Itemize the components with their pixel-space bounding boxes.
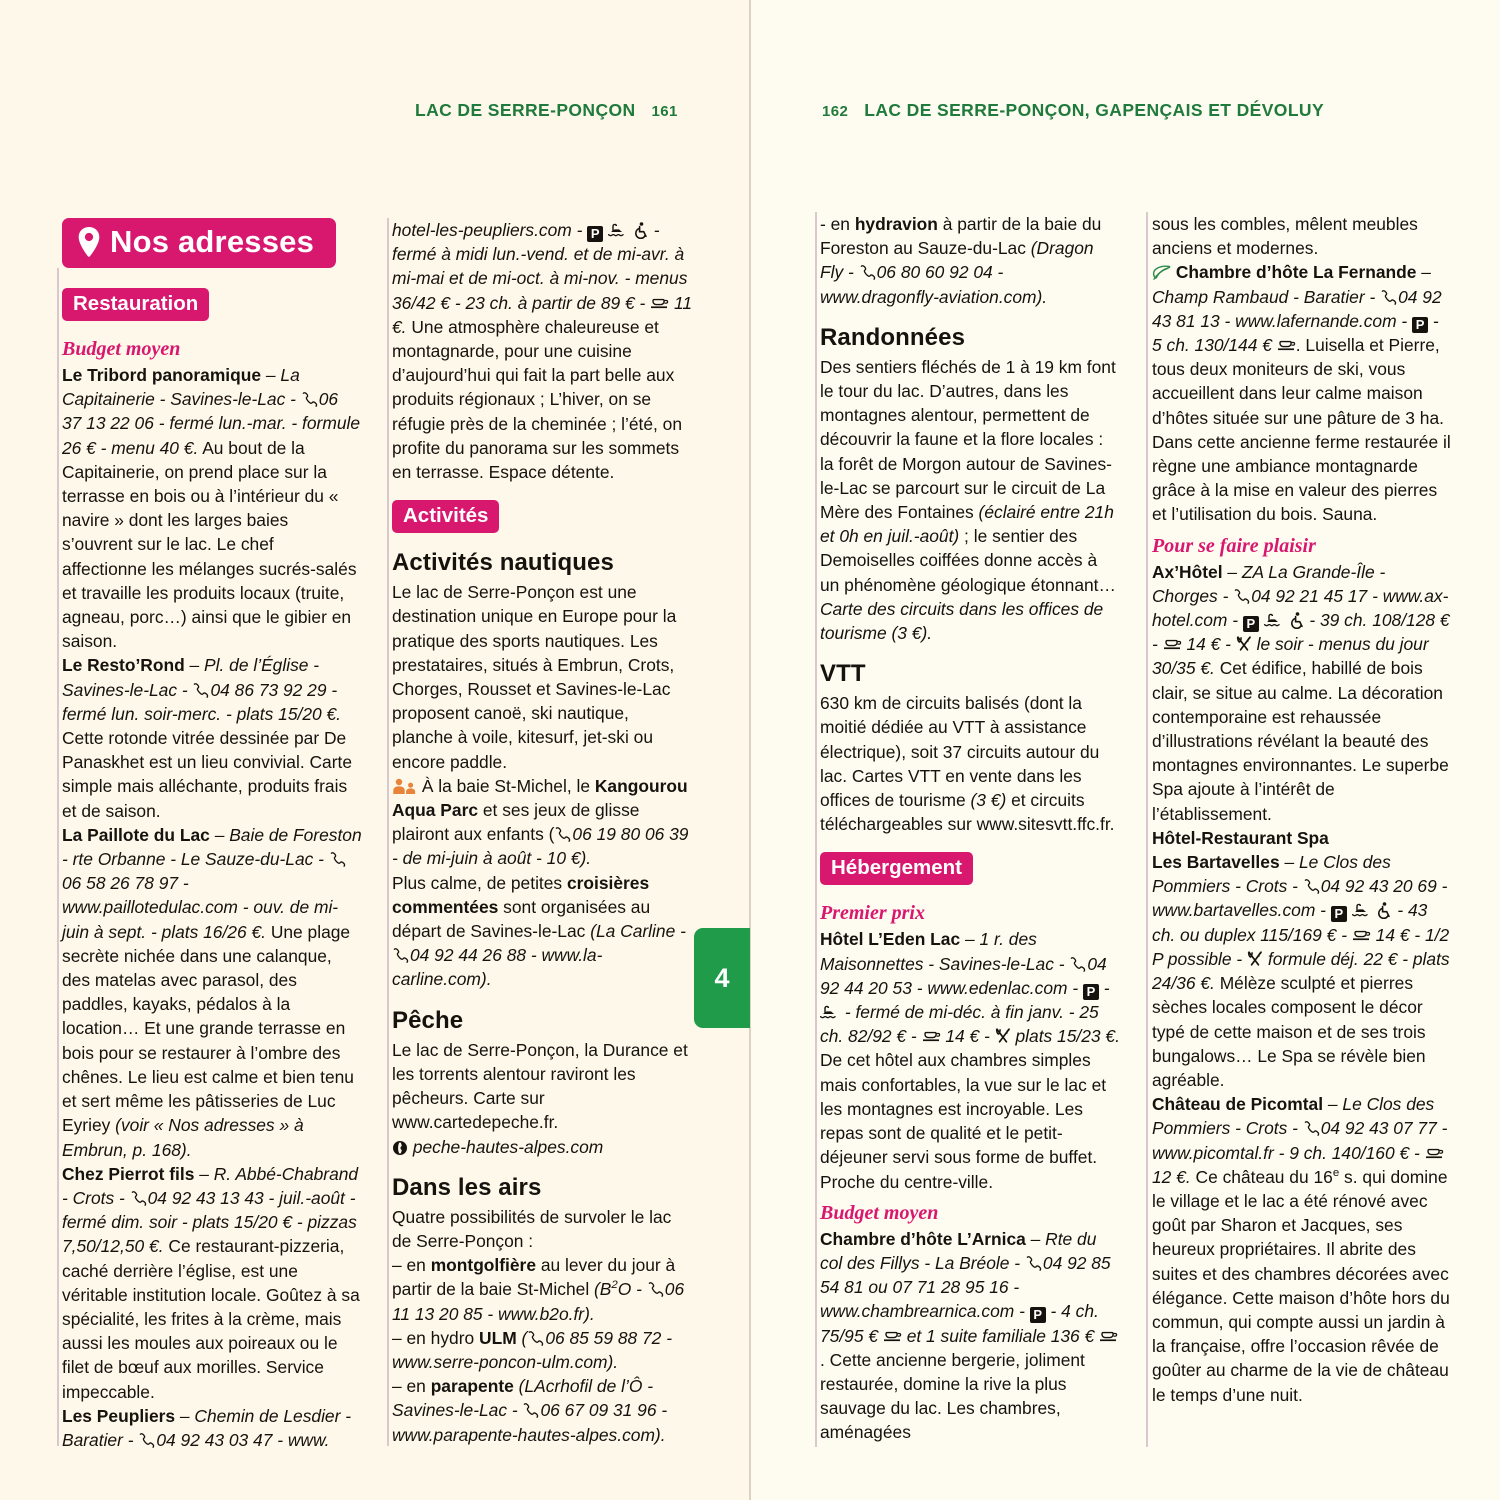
- option-pre: - en: [820, 214, 855, 234]
- breakfast-icon: [1163, 633, 1182, 647]
- entry-details-2: - www.lafernande.com -: [1219, 310, 1413, 331]
- paragraph-mid: et ses jeux de glisse plairont aux enfants (: [392, 800, 640, 845]
- breakfast-icon: [922, 1025, 941, 1039]
- parapente-label: parapente: [430, 1376, 514, 1397]
- entry-details: – Baie de Foreston - rte Orbanne - Le Sauze-du-Lac -: [62, 824, 362, 870]
- phone-icon: [647, 1280, 664, 1296]
- column-rule-4: [1146, 212, 1148, 1447]
- column-3: [820, 212, 1120, 1445]
- paragraph-end: - www.la-carline.com).: [392, 945, 603, 990]
- phone-icon: [859, 263, 876, 279]
- entry-body-post: s. qui domine le village et le lac a été rénové avec goût par Sharon et Jacques, ses heureux propriétaires. Il abrite des suites et des chambres décorées avec élégance. Cette maison d’hôte hors du commun, qui compte aussi un jardin à la française, offre l’occasion rêvée de goûter au charme de la vie de château le temps d’une nuit.: [1152, 1166, 1450, 1405]
- entry-phone: 04 92 44 26 88: [410, 945, 527, 966]
- entry-arnica-continued: sous les combles, mêlent meubles anciens et modernes.: [1152, 214, 1418, 259]
- entry-body: Cet édifice, habillé de bois clair, se situe au calme. La décoration contemporaine est rehaussée d’illustrations révélant la beauté des montagnes environnantes. Le superbe Spa ajoute à l’intérêt de l’établissement.: [1152, 658, 1449, 824]
- paragraph-pre: Plus calme, de petites: [392, 872, 567, 893]
- entry-details-3: - 43 ch. ou duplex 115/169 € -: [1152, 900, 1428, 945]
- phone-icon: [329, 850, 346, 866]
- peche-body: Le lac de Serre-Ponçon, la Durance et les torrents alentour raviront les pêcheurs. Carte sur www.cartedepeche.fr.: [392, 1039, 688, 1133]
- column-1: [62, 218, 362, 1452]
- entry-phone: 04 92 21 45 17: [1251, 585, 1368, 606]
- entry-body: Ce restaurant-pizzeria, caché derrière l’église, est une véritable institution locale. Goûtez à sa spécialité, les frites à la crème, mais aussi les moules aux poireaux ou le filet de bœuf aux morilles. Service impeccable.: [62, 1236, 360, 1402]
- activites-nautiques-paragraph-1: Le lac de Serre-Ponçon est une destination unique en Europe pour la pratique des sports nautiques. Les prestataires, situés à Embrun, Crots, Chorges, Rousset et Savines-le-Lac proposent canoë, ski nautique, planche à voile, kitesurf, jet-ski ou encore paddle.: [392, 582, 677, 772]
- entry-name: La Paillote du Lac: [62, 824, 210, 845]
- entry-chez-pierrot-fils: [62, 1162, 362, 1404]
- operator-pre: (B: [594, 1279, 612, 1300]
- entry-phone: 04 86 73 92 29: [210, 679, 327, 700]
- wheelchair-icon: [633, 221, 649, 238]
- globe-icon: [392, 1138, 408, 1154]
- phone-icon: [527, 1329, 544, 1345]
- option-end: - www.serre-poncon-ulm.com).: [392, 1327, 672, 1372]
- tag-activites: Activités: [392, 500, 499, 533]
- entry-name: Chez Pierrot fils: [62, 1163, 195, 1184]
- operator-label: (Dragon Fly -: [820, 238, 1094, 283]
- phone-icon: [1069, 955, 1086, 971]
- wheelchair-icon: [1289, 611, 1305, 628]
- entry-details-3: - 5 ch. 130/144 €: [1152, 310, 1439, 356]
- wheelchair-icon: [1376, 901, 1392, 918]
- entry-phone: 04 92 43 07 77: [1320, 1118, 1437, 1139]
- vtt-price: (3 €): [970, 790, 1007, 811]
- entry-phone: 04 92 44 20 53: [820, 953, 1107, 998]
- airs-option-parapente: [392, 1374, 692, 1447]
- breakfast-icon: [1099, 1325, 1118, 1339]
- randonnees-body: [820, 355, 1120, 645]
- entry-name: Le Tribord panoramique: [62, 365, 262, 385]
- entry-details: – Pl. de l’Église - Savines-le-Lac -: [62, 655, 320, 700]
- entry-formule: formule déj. 22 € - plats 24/36 €.: [1152, 948, 1450, 994]
- entry-phone: 06 80 60 92 04: [876, 262, 993, 283]
- entry-soir: le soir - menus du jour 30/35 €.: [1152, 634, 1429, 679]
- nos-adresses-title: Nos adresses: [110, 223, 315, 259]
- entry-les-peupliers-continued: [392, 218, 692, 484]
- entry-phone: 04 92 43 81 13: [1152, 286, 1442, 331]
- entry-phone: 06 67 09 31 96: [540, 1400, 657, 1421]
- swimming-pool-icon: [608, 220, 628, 235]
- phone-icon: [554, 825, 571, 841]
- phone-icon: [1303, 877, 1320, 893]
- parking-icon: P: [1412, 317, 1428, 333]
- entry-details: – Le Clos des Pommiers - Crots -: [1152, 1094, 1435, 1139]
- column-rule-1: [57, 268, 59, 1446]
- option-mid: au lever du jour à partir de la baie St-Michel: [392, 1255, 676, 1300]
- entry-details-4: et 1 suite familiale 136 €: [901, 1325, 1100, 1346]
- entry-details-2: - www.edenlac.com -: [911, 977, 1083, 998]
- option-mid: (LAcrhofil de l’Ô - Savines-le-Lac -: [392, 1376, 653, 1421]
- phone-icon: [130, 1189, 147, 1205]
- entry-details: – Champ Rambaud - Baratier -: [1152, 262, 1431, 307]
- entry-details-2: - www.paillotedulac.com - ouv. de mi-juin à sept. - plats 16/26 €.: [62, 873, 339, 942]
- phone-icon: [1025, 1254, 1042, 1270]
- dans-les-airs-intro: Quatre possibilités de survoler le lac de Serre-Ponçon :: [392, 1206, 672, 1251]
- phone-icon: [192, 681, 209, 697]
- swimming-pool-icon: [820, 1002, 840, 1017]
- parking-icon: P: [1243, 616, 1259, 632]
- entry-details: – Chemin de Lesdier - Baratier -: [62, 1405, 352, 1450]
- ulm-label: ULM: [479, 1327, 517, 1348]
- airs-option-hydravion: [820, 212, 1120, 309]
- entry-les-bartavelles: [1152, 826, 1452, 1092]
- entry-le-tribord-panoramique: [62, 363, 362, 653]
- phone-icon: [1303, 1119, 1320, 1135]
- operator-post: O -: [617, 1279, 647, 1300]
- eco-leaf-icon: [1152, 263, 1171, 279]
- tag-restauration: Restauration: [62, 288, 209, 321]
- column-2: [392, 218, 692, 1447]
- parking-icon: P: [1083, 984, 1099, 1000]
- heading-randonnees: Randonnées: [820, 323, 966, 351]
- entry-body-pre: Ce château du 16: [1190, 1166, 1333, 1187]
- band-budget-moyen-2: Budget moyen: [820, 1201, 939, 1224]
- option-pre: – en hydro: [392, 1327, 480, 1348]
- entry-phone: 04 92 43 03 47: [156, 1429, 273, 1450]
- breakfast-icon: [1352, 924, 1371, 938]
- phone-icon: [1233, 587, 1250, 603]
- hydravion-label: hydravion: [854, 214, 938, 234]
- entry-name: Hôtel L’Eden Lac: [820, 929, 961, 950]
- entry-breakfast: 14 € -: [940, 1026, 995, 1047]
- entry-body: . Cette ancienne bergerie, joliment restaurée, domine la rive la plus sauvage du lac. Les chambres, aménagées: [820, 1349, 1085, 1443]
- entry-details-2: - www.picomtal.fr - 9 ch. 140/160 € -: [1152, 1118, 1448, 1163]
- entry-details-2: - juil.-août - fermé dim. soir - plats 15/20 € - pizzas 7,50/12,50 €.: [62, 1187, 357, 1257]
- running-head-right: [822, 100, 1324, 121]
- peche-website: peche-hautes-alpes.com: [412, 1136, 604, 1157]
- phone-icon: [522, 1401, 539, 1417]
- entry-name: Chambre d’hôte L’Arnica: [820, 1228, 1026, 1249]
- entry-details-3: - fermé de mi-déc. à fin janv. - 25 ch. 82/92 € -: [820, 1002, 1099, 1047]
- operator-sup: 2: [611, 1279, 618, 1292]
- entry-body: Une plage secrète nichée dans une calanque, des matelas avec parasol, des paddles, kayaks, pédalos à la location… Et une grande terrasse en bois pour se restaurer à l’ombre des chênes. Le lieu est calme et bien tenu et sert même les pâtisseries de Luc Eyriey: [62, 921, 354, 1136]
- entry-phone: 06 19 80 06 39: [572, 824, 689, 845]
- entry-body: Mélèze sculpté et pierres sèches locales composent le décor typé de cette maison et de ses trois bungalows… Le Spa se révèle bien agréable.: [1152, 973, 1426, 1090]
- entry-body: De cet hôtel aux chambres simples mais confortables, la vue sur le lac et les montagnes est incroyable. Les repas sont de qualité et le petit-déjeuner servi sous forme de buffet. Proche du centre-ville.: [820, 1050, 1107, 1192]
- restaurant-icon: [1247, 950, 1263, 967]
- entry-breakfast: 14 € -: [1181, 634, 1236, 655]
- paragraph-mid: sont organisées au départ de Savines-le-Lac: [392, 896, 651, 942]
- column-4: [1152, 212, 1452, 1407]
- phone-icon: [301, 390, 318, 406]
- entry-plats: plats 15/23 €.: [1010, 1026, 1120, 1047]
- family-icon: [392, 777, 417, 794]
- entry-details-2: - www.bartavelles.com -: [1152, 876, 1448, 921]
- entry-name: Les Peupliers: [62, 1405, 176, 1426]
- entry-phone: 04 92 43 13 43: [147, 1187, 264, 1208]
- heading-vtt: VTT: [820, 660, 866, 688]
- vtt-part-1: 630 km de circuits balisés (dont la moitié dédiée au VTT à assistance électrique), soit 37 circuits autour du lac. Cartes VTT en vente dans les offices de tourisme: [820, 693, 1100, 811]
- entry-phone: 04 92 43 20 69: [1320, 876, 1437, 897]
- entry-body: Au bout de la Capitainerie, on prend place sur la terrasse en bois ou à l’intérieur du « navire » dont les larges baies s’ouvrent sur le lac. Le chef affectionne les mélanges sucrés-salés et travaille les produits locaux (truite, agneau, porc…) ainsi que le gibier en saison.: [62, 437, 357, 652]
- rando-italic-2: Carte des circuits dans les offices de tourisme (3 €).: [820, 598, 1104, 644]
- entry-breakfast-price: 11 €.: [392, 292, 693, 337]
- entry-name: Chambre d’hôte La Fernande: [1175, 262, 1417, 283]
- swimming-pool-icon: [1264, 610, 1284, 625]
- entry-details-2: - www.ax-hotel.com -: [1152, 585, 1449, 631]
- entry-name: Le Resto’Rond: [62, 655, 185, 676]
- swimming-pool-icon: [1352, 900, 1372, 915]
- entry-details: – Rte du col des Fillys - La Bréole -: [820, 1228, 1097, 1273]
- vtt-part-2: et circuits téléchargeables sur www.sitesvtt.ffc.fr.: [820, 790, 1115, 835]
- running-head-right-title: LAC DE SERRE-PONÇON, GAPENÇAIS ET DÉVOLUY: [864, 100, 1325, 120]
- entry-details-2: - www.: [272, 1429, 330, 1450]
- entry-details-3: - 4 ch. 75/95 €: [820, 1301, 1099, 1346]
- entry-details: – Le Clos des Pommiers - Crots -: [1152, 852, 1391, 897]
- rando-part-2: ; le sentier des Demoiselles coiffées donne accès à un phénomène géologique étonnant…: [820, 526, 1116, 595]
- running-head-left-title: LAC DE SERRE-PONÇON: [415, 100, 636, 120]
- entry-phone: 06 11 13 20 85: [392, 1279, 685, 1324]
- breakfast-icon: [1277, 334, 1296, 348]
- entry-body-sup: e: [1332, 1166, 1340, 1179]
- entry-breakfast: 14 € - 1/2 P possible -: [1152, 924, 1450, 969]
- option-end: - www.dragonfly-aviation.com).: [820, 262, 1048, 307]
- vtt-body: [820, 691, 1120, 836]
- breakfast-icon: [883, 1325, 902, 1339]
- entry-details-2: - fermé lun. soir-merc. - plats 15/20 €.: [62, 679, 342, 724]
- entry-body: . Luisella et Pierre, tous deux moniteurs de ski, vous accueillent dans leur calme maison d’hôtes située sur une pâture de 3 ha. Dans cette ancienne ferme restaurée il règne une ambiance montagnarde grâce à la mise en valeur des pierres et l’utilisation du bois. Sauna.: [1152, 335, 1451, 525]
- page-gutter: [749, 0, 751, 1500]
- entry-ax-hotel: [1152, 560, 1452, 826]
- option-pre: – en: [392, 1255, 431, 1276]
- option-pre: – en: [392, 1376, 431, 1397]
- entry-details: - fermé à midi lun.-vend. et de mi-avr. à mi-mai et de mi-oct. à mi-nov. - menus 36/42 € - 23 ch. à partir de 89 € -: [392, 220, 688, 313]
- entry-body: Cette rotonde vitrée dessinée par De Panaskhet est un lieu convivial. Carte simple mais alléchante, produits frais et de saison.: [62, 728, 353, 821]
- page-number-161: 161: [651, 103, 678, 120]
- parking-icon: P: [1331, 906, 1347, 922]
- entry-chambre-hote-la-fernande: [1152, 260, 1452, 526]
- entry-details-2: - fermé lun.-mar. - formule 26 € - menu 40 €.: [62, 413, 361, 458]
- option-mid: à partir de la baie du Foreston au Sauze-du-Lac: [820, 214, 1102, 259]
- entry-body: Une atmosphère chaleureuse et montagnarde, pour une cuisine d’aujourd’hui qui fait la part belle aux produits régionaux ; L’hiver, on se réfugie près de la cheminée ; l’été, on profite du panorama sur les sommets en terrasse. Espace détente.: [392, 316, 683, 483]
- breakfast-icon: [650, 292, 669, 306]
- heading-activites-nautiques: Activités nautiques: [392, 549, 614, 577]
- running-head-left: [415, 100, 678, 121]
- phone-icon: [138, 1431, 155, 1447]
- option-mid: (: [516, 1327, 528, 1348]
- entry-phone: 06 85 59 88 72: [545, 1327, 662, 1348]
- entry-chateau-de-picomtal: [1152, 1092, 1452, 1407]
- phone-icon: [392, 946, 409, 962]
- paragraph-end: - de mi-juin à août - 10 €).: [392, 848, 592, 869]
- entry-details: – ZA La Grande-Île - Chorges -: [1152, 561, 1386, 606]
- option-end: - www.parapente-hautes-alpes.com).: [392, 1400, 668, 1445]
- entry-phone: 06 58 26 78 97: [62, 873, 179, 894]
- peche-website-line: [392, 1135, 692, 1159]
- entry-body-italic: (voir « Nos adresses » à Embrun, p. 168).: [62, 1115, 304, 1160]
- entry-details: – R. Abbé-Chabrand - Crots -: [62, 1163, 359, 1208]
- chapter-tab-number: 4: [714, 962, 730, 993]
- entry-chambre-hote-arnica: [820, 1227, 1120, 1445]
- paragraph-pre: À la baie St-Michel, le: [417, 775, 595, 796]
- band-pour-se-faire-plaisir: Pour se faire plaisir: [1152, 534, 1316, 557]
- entry-name: Ax’Hôtel: [1152, 561, 1223, 582]
- entry-le-resto-rond: [62, 653, 362, 822]
- airs-option-ulm: [392, 1326, 692, 1374]
- kangourou-aqua-parc: Kangourou Aqua Parc: [392, 775, 688, 821]
- breakfast-icon: [1425, 1142, 1444, 1156]
- montgolfiere-label: montgolfière: [430, 1255, 536, 1276]
- phone-icon: [1380, 288, 1397, 304]
- chapter-tab: [694, 928, 750, 1028]
- carline-label: (La Carline -: [590, 921, 686, 942]
- restaurant-icon: [1236, 635, 1252, 652]
- entry-phone: 04 92 85 54 81 ou 07 71 28 95 16: [820, 1252, 1111, 1298]
- entry-name-line1: Hôtel-Restaurant Spa: [1152, 827, 1329, 848]
- entry-name: Château de Picomtal: [1152, 1094, 1324, 1115]
- column-rule-2: [387, 218, 389, 1446]
- rando-part-1: Des sentiers fléchés de 1 à 19 km font le tour du lac. D’autres, dans les montagnes alentour, permettent de découvrir la faune et la flore locales : la forêt de Morgon autour de Savines-le-Lac se parcourt sur le circuit de La Mère des Fontaines: [820, 356, 1116, 523]
- nos-adresses-banner: [62, 218, 336, 268]
- rando-italic-1: (éclairé entre 21h et 0h en juil.-août): [820, 502, 1114, 547]
- map-pin-icon: [78, 227, 100, 257]
- entry-details: – La Capitainerie - Savines-le-Lac -: [62, 365, 301, 410]
- activites-nautiques-paragraph-3: [392, 871, 692, 992]
- entry-les-peupliers: [62, 1404, 362, 1452]
- croisieres-commentees: croisières commentées: [392, 872, 650, 917]
- entry-phone: 06 37 13 22 06: [62, 389, 339, 434]
- heading-peche: Pêche: [392, 1006, 464, 1034]
- entry-details-2: - www.chambrearnica.com -: [820, 1277, 1030, 1322]
- column-rule-3: [815, 212, 817, 1447]
- entry-details: – 1 r. des Maisonnettes - Savines-le-Lac -: [820, 929, 1070, 974]
- airs-option-montgolfiere: [392, 1253, 692, 1326]
- entry-hotel-eden-lac: Hôtel L’Eden Lac – 1 r. des Maisonnettes - Savines-le-Lac - 04 92 44 20 53 - www.edenlac.com - P - - fermé de mi-déc. à fin janv. - 25 ch. 82/92 € - 14 € - plats 15/23 €. De cet hôtel aux chambres simples mais confortables, la vue sur le lac et les montagnes est incroyable. Les repas sont de qualité et le petit-déjeuner servi sous forme de buffet. Proche du centre-ville.: [820, 929, 1120, 1192]
- band-budget-moyen-1: Budget moyen: [62, 338, 181, 360]
- entry-details-3: - 39 ch. 108/128 € -: [1152, 610, 1450, 655]
- heading-dans-les-airs: Dans les airs: [392, 1173, 542, 1201]
- activites-nautiques-paragraph-2: [392, 774, 692, 871]
- entry-url: hotel-les-peupliers.com -: [392, 220, 588, 240]
- entry-name-line2: Les Bartavelles: [1152, 852, 1280, 873]
- band-premier-prix: Premier prix: [820, 902, 925, 925]
- entry-la-paillote-du-lac: [62, 823, 362, 1162]
- option-end: - www.b2o.fr).: [482, 1303, 595, 1324]
- page-number-162: 162: [822, 103, 849, 120]
- entry-breakfast: 12 €.: [1152, 1166, 1191, 1187]
- parking-icon: P: [587, 226, 603, 242]
- restaurant-icon: [995, 1027, 1011, 1044]
- tag-hebergement: Hébergement: [820, 852, 973, 885]
- parking-icon: P: [1030, 1307, 1046, 1323]
